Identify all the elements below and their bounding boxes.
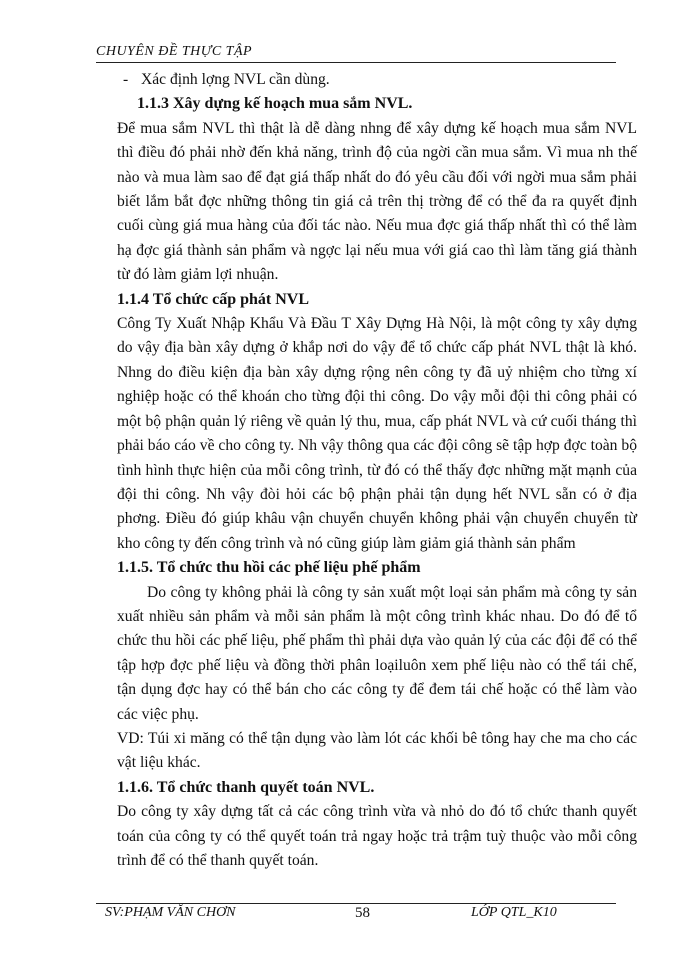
paragraph-1-1-6: Do công ty xây dựng tất cả các công trình vừa và nhỏ do đó tổ chức thanh quyết toán của công ty có thể quyết toán trả ngay hoặc trả trậm tuỳ thuộc vào mỗi công trình để có thể thanh quyết toán. [117, 803, 637, 869]
bullet-marker: - [123, 71, 129, 88]
example-paragraph: VD: Túi xi măng có thể tận dụng vào làm lót các khối bê tông hay che ma cho các vật liệu khác. [117, 729, 637, 772]
header-rule [96, 62, 616, 63]
heading-1-1-3: 1.1.3 Xây dựng kế hoạch mua sắm NVL. [137, 95, 413, 113]
bullet-text: Xác định lợng NVL cần dùng. [141, 71, 330, 88]
heading-1-1-6: 1.1.6. Tổ chức thanh quyết toán NVL. [117, 778, 375, 796]
footer-class: LỚP QTL_K10 [471, 905, 557, 920]
footer-student-name: SV:PHẠM VĂN CHƠN [105, 905, 236, 920]
running-header: CHUYÊN ĐỀ THỰC TẬP [96, 44, 253, 59]
page-content [117, 68, 637, 873]
page-number: 58 [355, 905, 370, 921]
bullet-item [117, 68, 637, 92]
heading-1-1-4: 1.1.4 Tổ chức cấp phát NVL [117, 290, 309, 308]
paragraph-1-1-4: Công Ty Xuất Nhập Khẩu Và Đầu T Xây Dựng Hà Nội, là một công ty xây dựng do vậy địa bàn xây dựng ở khắp nơi do vậy để tổ chức cấp phát NVL thật là khó. Nhng do điều kiện địa bàn xây dựng rộng nên công ty đã uỷ nhiệm cho từng xí nghiệp hoặc có thể khoán cho từng đội thi công. Do vậy mỗi đội thi công phải có một bộ phận quản lý riêng về quản lý thu, mua, cấp phát NVL và cứ cuối tháng thì phải báo cáo về cho công ty. Nh vậy thông qua các đội công sẽ tập hợp đợc toàn bộ tình hình thực hiện của mỗi công trình, từ đó có thể thấy đợc những mặt mạnh của đội thi công. Nh vậy đòi hỏi các bộ phận phải tận dụng hết NVL sẵn có ở địa phơng. Điều đó giúp khâu vận chuyển chuyển không phải vận chuyển chuyển từ kho công ty đến công trình và nó cũng giúp làm giảm giá thành sản phẩm [117, 315, 637, 552]
footer-rule [96, 903, 616, 904]
paragraph-1-1-5: Do công ty không phải là công ty sản xuất một loại sản phẩm mà công ty sản xuất nhiều sản phẩm và mỗi sản phẩm là một công trình khác nhau. Do đó để tổ chức thu hồi các phế liệu, phế phẩm thì phải dựa vào quản lý của các đội để có thể tập hợp đợc phế liệu và đồng thời phân loạiluôn xem phế liệu nào có thể tái chế, tận dụng đợc hay có thể bán cho các công ty để đem tái chế hoặc có thể làm vào các việc phụ. [117, 583, 637, 723]
paragraph-1-1-3: Để mua sắm NVL thì thật là dễ dàng nhng để xây dựng kế hoạch mua sắm NVL thì điều đó phải nhờ đến khả năng, trình độ của ngời cần mua sắm. Vì mua nh thế nào và mua làm sao để đạt giá thấp nhất do đó yêu cầu đối với ngời mua sắm phải biết lắm bắt đợc những thông tin giá cả trên thị trờng để có thể đa ra quyết định cuối cùng giá mua hàng của đối tác nào. Nếu mua đợc giá thấp nhất thì có thể làm hạ đợc giá thành sản phẩm và ngợc lại nếu mua với giá cao thì làm tăng giá thành từ đó làm giảm lợi nhuận. [117, 119, 637, 284]
heading-1-1-5: 1.1.5. Tổ chức thu hồi các phế liệu phế phẩm [117, 559, 421, 577]
